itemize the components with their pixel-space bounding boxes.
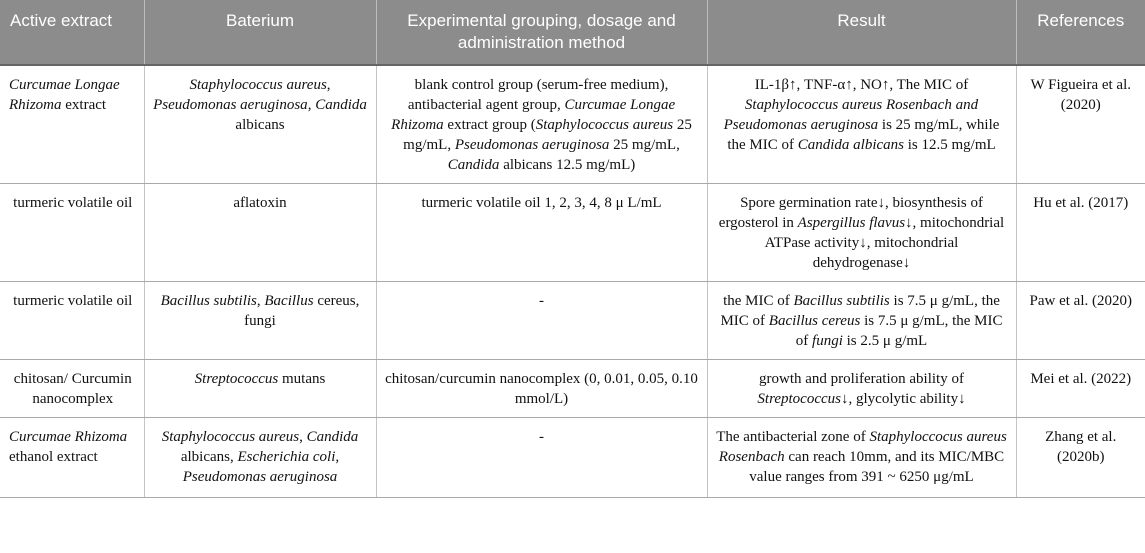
result-cell: IL-1β↑, TNF-α↑, NO↑, The MIC of Staphylococcus aureus Rosenbach and Pseudomonas aeruginosa is 25 mg/mL, while the MIC of Candida albicans is 12.5 mg/mL: [707, 65, 1016, 184]
table-header-row: [0, 0, 1145, 65]
result-cell: Spore germination rate↓, biosynthesis of ergosterol in Aspergillus flavus↓, mitochondrial ATPase activity↓, mitochondrial dehydrogenase↓: [707, 184, 1016, 282]
header-active-extract: Active extract: [0, 0, 144, 65]
table-row: [0, 65, 1145, 184]
bacterium-cell: Bacillus subtilis, Bacillus cereus, fungi: [144, 282, 376, 360]
table-row: [0, 418, 1145, 498]
active-extract-cell: turmeric volatile oil: [0, 282, 144, 360]
method-cell: turmeric volatile oil 1, 2, 3, 4, 8 μ L/mL: [376, 184, 707, 282]
reference-cell: W Figueira et al. (2020): [1016, 65, 1145, 184]
active-extract-cell: turmeric volatile oil: [0, 184, 144, 282]
method-cell: -: [376, 282, 707, 360]
header-references: References: [1016, 0, 1145, 65]
active-extract-cell: Curcumae Rhizoma ethanol extract: [0, 418, 144, 498]
bacterium-cell: Streptococcus mutans: [144, 360, 376, 418]
header-bacterium: Baterium: [144, 0, 376, 65]
table-row: [0, 360, 1145, 418]
bacterium-cell: Staphylococcus aureus, Candida albicans, Escherichia coli, Pseudomonas aeruginosa: [144, 418, 376, 498]
table-row: [0, 184, 1145, 282]
bacterium-cell: Staphylococcus aureus, Pseudomonas aeruginosa, Candida albicans: [144, 65, 376, 184]
active-extract-cell: Curcumae Longae Rhizoma extract: [0, 65, 144, 184]
result-cell: growth and proliferation ability of Streptococcus↓, glycolytic ability↓: [707, 360, 1016, 418]
reference-cell: Hu et al. (2017): [1016, 184, 1145, 282]
table-row: [0, 282, 1145, 360]
method-cell: blank control group (serum-free medium), antibacterial agent group, Curcumae Longae Rhizoma extract group (Staphylococcus aureus 25 mg/mL, Pseudomonas aeruginosa 25 mg/mL, Candida albicans 12.5 mg/mL): [376, 65, 707, 184]
method-cell: -: [376, 418, 707, 498]
active-extract-cell: chitosan/ Curcumin nanocomplex: [0, 360, 144, 418]
reference-cell: Zhang et al. (2020b): [1016, 418, 1145, 498]
result-cell: the MIC of Bacillus subtilis is 7.5 μ g/mL, the MIC of Bacillus cereus is 7.5 μ g/mL, the MIC of fungi is 2.5 μ g/mL: [707, 282, 1016, 360]
header-experimental-grouping: Experimental grouping, dosage and administration method: [376, 0, 707, 65]
bacterium-cell: aflatoxin: [144, 184, 376, 282]
reference-cell: Paw et al. (2020): [1016, 282, 1145, 360]
result-cell: The antibacterial zone of Staphyloccocus aureus Rosenbach can reach 10mm, and its MIC/MBC value ranges from 391 ~ 6250 μg/mL: [707, 418, 1016, 498]
method-cell: chitosan/curcumin nanocomplex (0, 0.01, 0.05, 0.10 mmol/L): [376, 360, 707, 418]
reference-cell: Mei et al. (2022): [1016, 360, 1145, 418]
header-result: Result: [707, 0, 1016, 65]
